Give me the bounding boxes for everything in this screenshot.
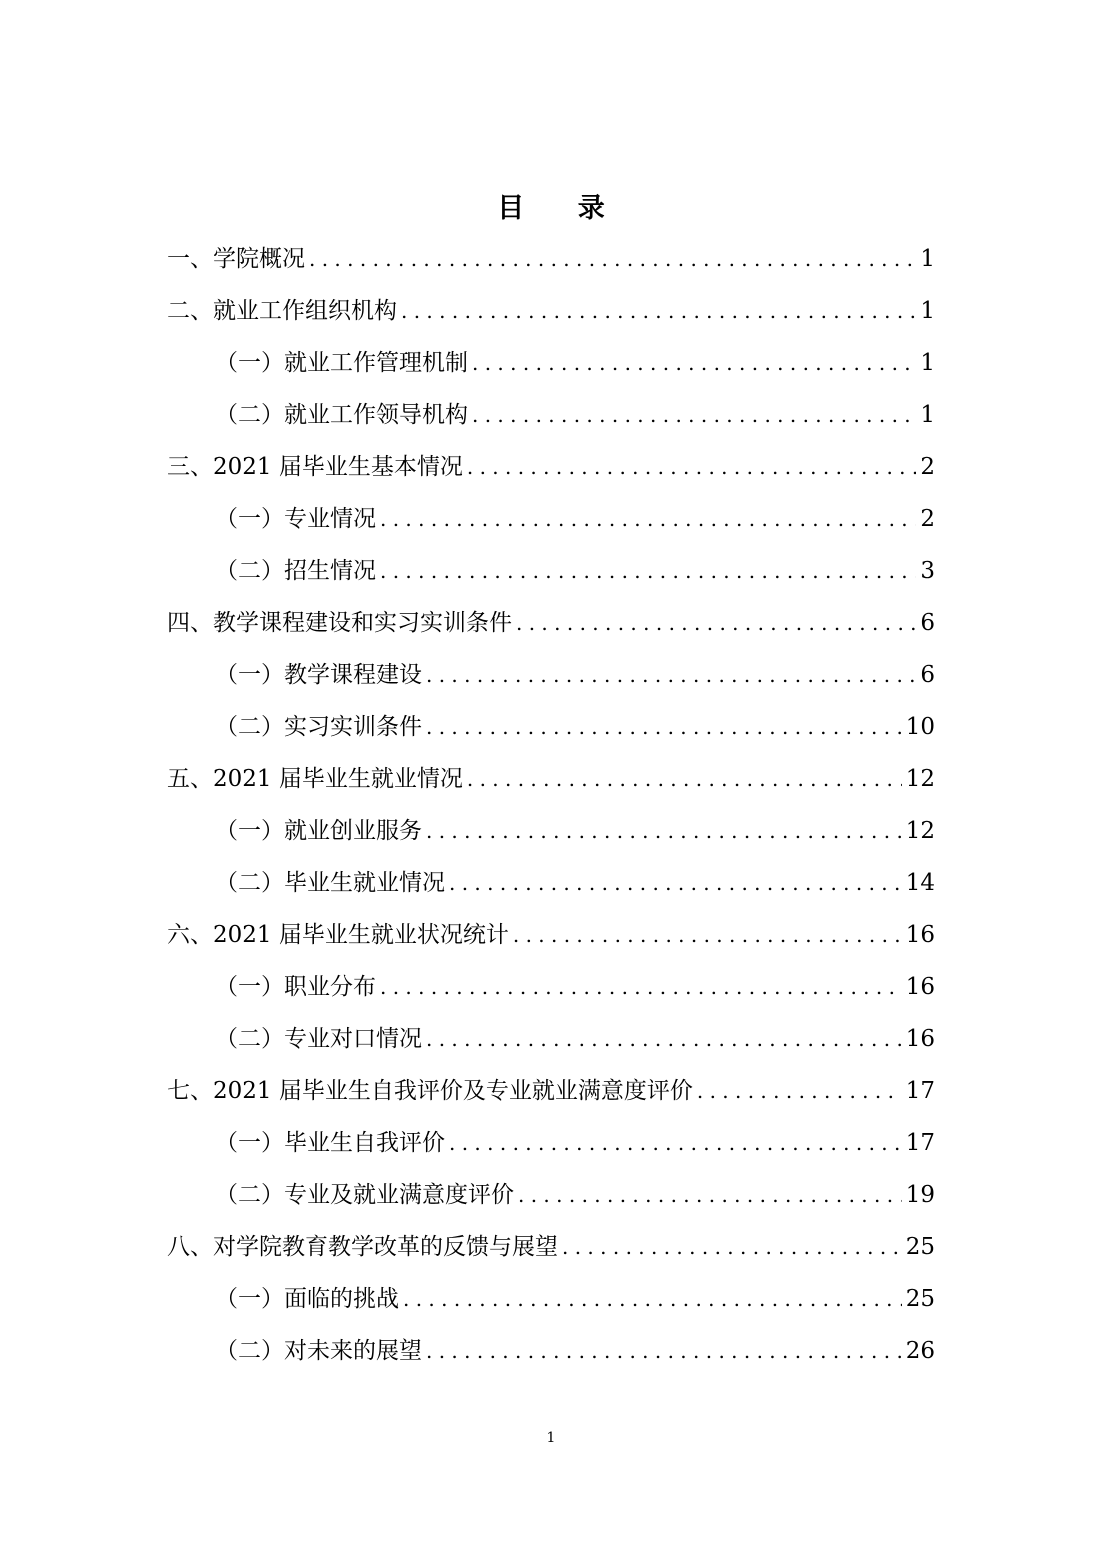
toc-entry-page-number: 16 [905, 1026, 935, 1052]
toc-entry-page-number: 14 [905, 870, 935, 896]
toc-entry-page-number: 17 [905, 1130, 935, 1156]
toc-entry-label: （一）就业创业服务 [215, 818, 422, 844]
toc-dot-leader [562, 1235, 902, 1259]
toc-entry-label: 八、对学院教育教学改革的反馈与展望 [167, 1234, 558, 1260]
toc-entry[interactable] [167, 916, 935, 968]
toc-entry[interactable] [167, 292, 935, 344]
toc-entry-label: （一）职业分布 [215, 974, 376, 1000]
toc-entry-label: （二）对未来的展望 [215, 1338, 422, 1364]
toc-entry-label: 四、教学课程建设和实习实训条件 [167, 610, 512, 636]
toc-dot-leader [426, 819, 902, 843]
toc-list [167, 240, 935, 1384]
toc-entry-label: （一）教学课程建设 [215, 662, 422, 688]
toc-dot-leader [380, 507, 916, 531]
toc-entry-page-number: 3 [920, 558, 935, 584]
toc-dot-leader [309, 247, 916, 271]
toc-entry-label: （一）就业工作管理机制 [215, 350, 468, 376]
toc-dot-leader [467, 455, 917, 479]
toc-entry[interactable] [167, 500, 935, 552]
toc-entry-label: （一）专业情况 [215, 506, 376, 532]
toc-entry-label: 一、学院概况 [167, 246, 305, 272]
toc-entry-page-number: 12 [905, 766, 935, 792]
toc-entry[interactable] [167, 552, 935, 604]
toc-entry-label: 五、2021 届毕业生就业情况 [167, 766, 463, 792]
toc-entry-page-number: 12 [905, 818, 935, 844]
toc-entry[interactable] [167, 656, 935, 708]
toc-dot-leader [426, 663, 916, 687]
toc-entry-page-number: 10 [905, 714, 935, 740]
toc-entry[interactable] [167, 448, 935, 500]
toc-entry[interactable] [167, 604, 935, 656]
toc-entry[interactable] [167, 968, 935, 1020]
toc-dot-leader [449, 1131, 902, 1155]
toc-entry-label: （一）毕业生自我评价 [215, 1130, 445, 1156]
toc-entry-label: （一）面临的挑战 [215, 1286, 399, 1312]
toc-entry[interactable] [167, 708, 935, 760]
toc-entry-page-number: 17 [905, 1078, 935, 1104]
toc-entry-label: 六、2021 届毕业生就业状况统计 [167, 922, 509, 948]
toc-dot-leader [449, 871, 902, 895]
toc-entry-page-number: 1 [920, 350, 935, 376]
toc-entry[interactable] [167, 1280, 935, 1332]
toc-entry-page-number: 25 [905, 1234, 935, 1260]
toc-entry-label: （二）专业对口情况 [215, 1026, 422, 1052]
toc-entry[interactable] [167, 760, 935, 812]
toc-entry-label: （二）实习实训条件 [215, 714, 422, 740]
toc-entry-page-number: 25 [905, 1286, 935, 1312]
toc-entry-page-number: 2 [920, 454, 935, 480]
toc-entry-page-number: 16 [905, 922, 935, 948]
toc-entry[interactable] [167, 1124, 935, 1176]
toc-dot-leader [472, 351, 916, 375]
toc-dot-leader [426, 1027, 902, 1051]
toc-dot-leader [426, 1339, 902, 1363]
toc-entry-label: 二、就业工作组织机构 [167, 298, 397, 324]
toc-entry-page-number: 16 [905, 974, 935, 1000]
toc-entry[interactable] [167, 1072, 935, 1124]
toc-dot-leader [697, 1079, 902, 1103]
toc-dot-leader [426, 715, 902, 739]
toc-entry-page-number: 26 [905, 1338, 935, 1364]
toc-dot-leader [403, 1287, 902, 1311]
toc-entry[interactable] [167, 1020, 935, 1072]
toc-entry-label: （二）就业工作领导机构 [215, 402, 468, 428]
toc-entry-label: 七、2021 届毕业生自我评价及专业就业满意度评价 [167, 1078, 693, 1104]
toc-entry[interactable] [167, 864, 935, 916]
toc-entry[interactable] [167, 344, 935, 396]
toc-entry-page-number: 2 [920, 506, 935, 532]
toc-entry-page-number: 1 [920, 402, 935, 428]
toc-dot-leader [516, 611, 916, 635]
toc-entry[interactable] [167, 396, 935, 448]
toc-entry-label: 三、2021 届毕业生基本情况 [167, 454, 463, 480]
toc-dot-leader [518, 1183, 902, 1207]
toc-entry-label: （二）招生情况 [215, 558, 376, 584]
toc-dot-leader [380, 975, 902, 999]
toc-dot-leader [472, 403, 916, 427]
toc-entry-label: （二）毕业生就业情况 [215, 870, 445, 896]
toc-entry-page-number: 1 [920, 298, 935, 324]
toc-entry[interactable] [167, 812, 935, 864]
toc-entry[interactable] [167, 1332, 935, 1384]
toc-dot-leader [401, 299, 916, 323]
toc-dot-leader [513, 923, 902, 947]
toc-entry[interactable] [167, 1228, 935, 1280]
toc-entry[interactable] [167, 1176, 935, 1228]
page-number: 1 [546, 1430, 556, 1446]
toc-entry-page-number: 1 [920, 246, 935, 272]
toc-dot-leader [467, 767, 902, 791]
toc-entry-page-number: 6 [920, 662, 935, 688]
toc-entry-label: （二）专业及就业满意度评价 [215, 1182, 514, 1208]
toc-entry-page-number: 19 [905, 1182, 935, 1208]
toc-dot-leader [380, 559, 916, 583]
toc-entry-page-number: 6 [920, 610, 935, 636]
toc-entry[interactable] [167, 240, 935, 292]
toc-title: 目 录 [497, 193, 627, 224]
